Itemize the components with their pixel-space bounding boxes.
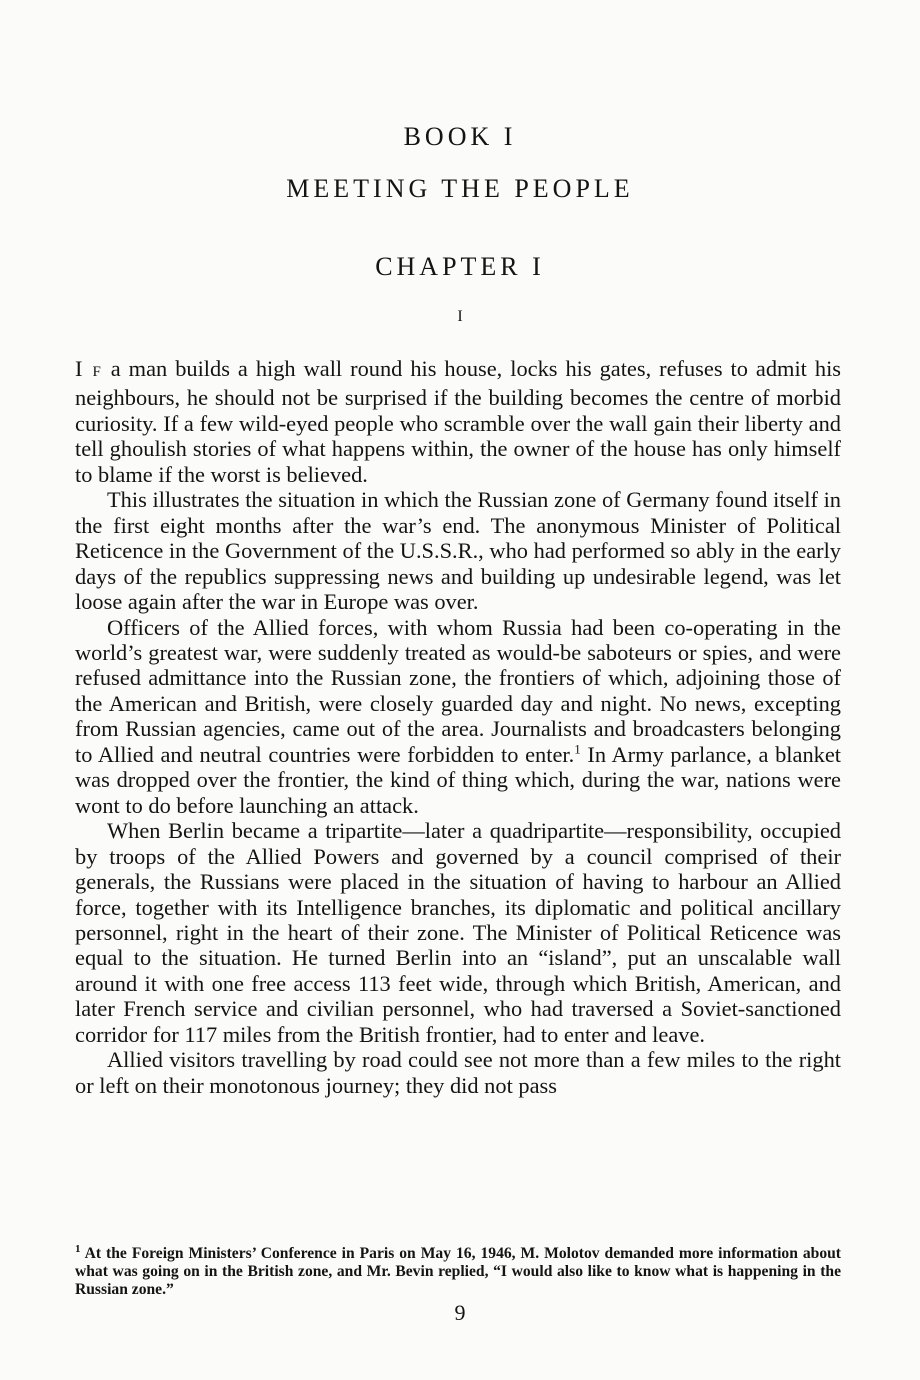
paragraph-3-text-after: In Army parlance, a blanket was dropped over the frontier, the kind of thing which, during the war, nations were wont to do before launching an attack. — [75, 741, 841, 818]
paragraph-4: When Berlin became a tripartite—later a quadripartite—responsibility, occupied by troops of the Allied Powers and governed by a council comprised of their generals, the Russians were placed in the situation of having to harbour an Allied force, together with its Intelligence branches, its diplomatic and political ancillary personnel, right in the heart of their zone. The Minister of Political Reticence was equal to the situation. He turned Berlin into an “island”, put an unscalable wall around it with one free access 113 feet wide, through which British, American, and later French service and civilian personnel, who had traversed a Soviet-sanctioned corridor for 117 miles from the British frontier, had to enter and leave. — [75, 818, 841, 1047]
footnote-reference[interactable]: 1 — [574, 741, 581, 757]
footnote-marker: 1 — [75, 1243, 81, 1255]
book-title: BOOK I — [403, 122, 517, 151]
paragraph-3-text-before: Officers of the Allied forces, with whom Russia had been co-operating in the world’s greatest war, were suddenly treated as would-be saboteurs or spies, and were refused admittance into the Russian zone, the frontiers of which, adjoining those of the American and British, were closely guarded day and night. No news, excepting from Russian agencies, came out of the area. Journalists and broadcasters belonging to Allied and neutral countries were forbidden to enter. — [75, 614, 841, 767]
paragraph-1-text: a man builds a high wall round his house, locks his gates, refuses to admit his neighbours, he should not be surprised if the building becomes the centre of morbid curiosity. If a few wild-eyed people who scramble over the wall gain their liberty and tell ghoulish stories of what happens within, the owner of the house has only himself to blame if the worst is believed. — [75, 356, 841, 487]
chapter-title: CHAPTER I — [375, 252, 545, 281]
initial-letter: I — [75, 356, 85, 381]
paragraph-2: This illustrates the situation in which the Russian zone of Germany found itself in the first eight months after the war’s end. The anonymous Minister of Political Reticence in the Government of the U.S.S.R., who had performed so ably in the early days of the republics suppressing news and building up undesirable legend, was let loose again after the war in Europe was over. — [75, 487, 841, 615]
footnote — [75, 1240, 841, 1299]
paragraph-5: Allied visitors travelling by road could see not more than a few miles to the right or left on their monotonous journey; they did not pass — [75, 1047, 841, 1098]
section-number: I — [457, 308, 463, 325]
paragraph-3 — [75, 615, 841, 819]
initial-smallcap: F — [92, 364, 103, 380]
book-subtitle: MEETING THE PEOPLE — [286, 174, 634, 203]
paragraph-1 — [75, 356, 841, 487]
footnote-text: At the Foreign Ministers’ Conference in Paris on May 16, 1946, M. Molotov demanded more information about what was going on in the British zone, and Mr. Bevin replied, “I would also like to know what is happening in the Russian zone.” — [75, 1245, 841, 1299]
body-text — [75, 356, 841, 1098]
page-number: 9 — [454, 1300, 466, 1325]
